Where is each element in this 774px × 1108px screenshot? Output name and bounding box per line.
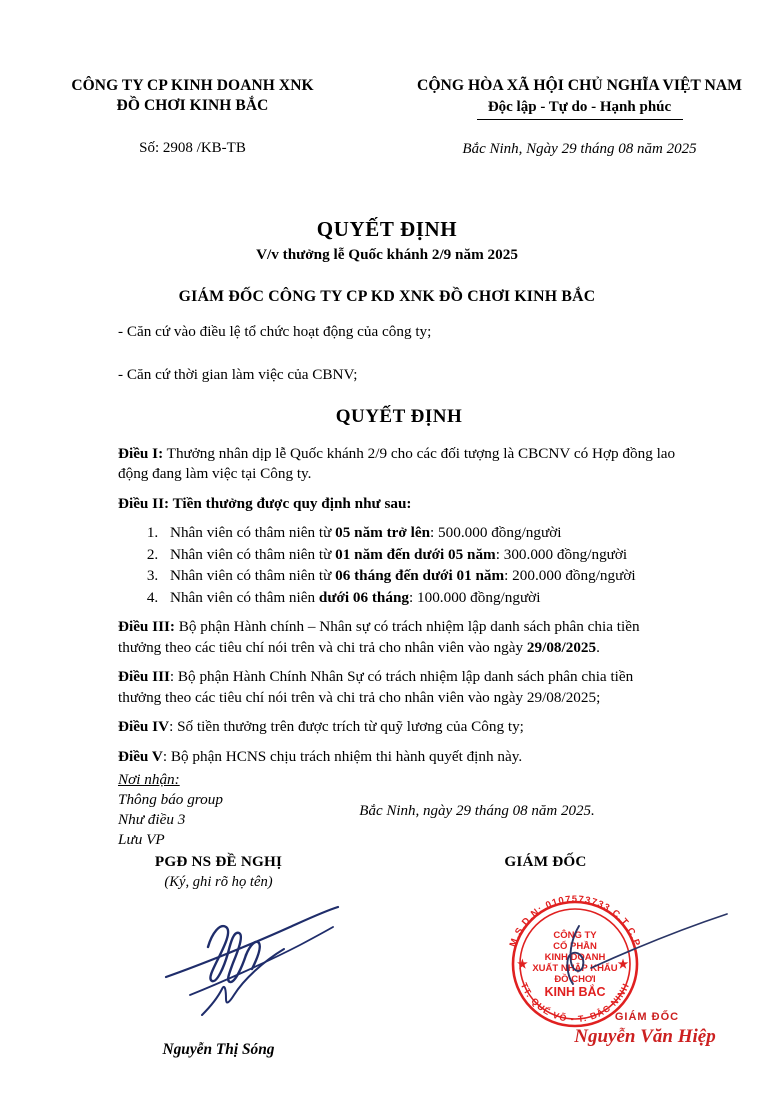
svg-text:CỔ PHẦN: CỔ PHẦN xyxy=(553,941,597,952)
svg-text:TT. QUẾ VÕ - T. BẮC NINH: TT. QUẾ VÕ - T. BẮC NINH xyxy=(518,981,632,1025)
list-item xyxy=(162,523,680,544)
document-header xyxy=(0,76,774,159)
signature-right-title: GIÁM ĐỐC xyxy=(504,853,587,870)
company-stamp xyxy=(495,880,730,1055)
header-place-date: Bắc Ninh, Ngày 29 tháng 08 năm 2025 xyxy=(462,141,697,157)
item-post: : 500.000 đồng/người xyxy=(430,524,562,541)
director-signature-name: Nguyễn Văn Hiệp xyxy=(574,1026,716,1047)
item-pre: Nhân viên có thâm niên từ xyxy=(170,545,336,563)
motto-divider xyxy=(477,119,683,120)
recipients-heading: Nơi nhận: xyxy=(118,771,180,788)
header-right-block xyxy=(385,76,774,159)
list-item xyxy=(162,588,680,609)
article-3a-label: Điều III: xyxy=(118,618,175,635)
article-5 xyxy=(118,747,680,768)
recipient-item: Như điều 3 xyxy=(118,811,186,828)
article-3b-text: : Bộ phận Hành Chính Nhân Sự có trách nhiệm lập danh sách phân chia tiền thưởng theo các tiêu chí nói trên và chi trả cho nhân viên vào ngày 29/08/2025; xyxy=(118,668,634,706)
article-5-text: : Bộ phận HCNS chịu trách nhiệm thi hành quyết định này. xyxy=(162,747,523,765)
document-body xyxy=(118,322,680,850)
list-item xyxy=(162,545,680,566)
recipient-item: Lưu VP xyxy=(118,831,165,848)
svg-text:XUẤT NHẬP KHẨU: XUẤT NHẬP KHẨU xyxy=(532,963,618,974)
article-5-label: Điều V xyxy=(118,747,163,765)
article-2-list xyxy=(118,523,680,608)
article-4-text: : Số tiền thưởng trên được trích từ quỹ lương của Công ty; xyxy=(169,718,524,735)
national-motto: Độc lập - Tự do - Hạnh phúc xyxy=(487,99,672,115)
company-name-line1: CÔNG TY CP KINH DOANH XNK xyxy=(71,77,314,94)
signature-left-column xyxy=(0,853,387,891)
article-3a-date: 29/08/2025 xyxy=(526,638,597,656)
article-3b-label: Điều III xyxy=(118,668,170,685)
article-1-text: Thưởng nhân dịp lễ Quốc khánh 2/9 cho các đối tượng là CBCNV có Hợp đồng lao động đang làm việc tại Công ty. xyxy=(118,444,676,482)
item-pre: Nhân viên có thâm niên xyxy=(170,588,319,606)
company-name-line2: ĐỒ CHƠI KINH BẮC xyxy=(116,97,269,114)
item-bold: dưới 06 tháng xyxy=(318,588,409,606)
svg-text:★: ★ xyxy=(617,957,629,971)
article-4-label: Điều IV xyxy=(118,718,170,735)
article-1 xyxy=(118,444,680,485)
article-3a-text: Bộ phận Hành chính – Nhân sự có trách nhiệm lập danh sách phân chia tiền thưởng theo các tiêu chí nói trên và chi trả cho nhân viên vào ngày xyxy=(118,618,640,656)
document-number: Số: 2908 /KB-TB xyxy=(139,140,246,156)
item-pre: Nhân viên có thâm niên từ xyxy=(170,524,336,541)
national-title: CỘNG HÒA XÃ HỘI CHỦ NGHĨA VIỆT NAM xyxy=(417,77,742,94)
stamp-circle xyxy=(508,894,643,1026)
item-post: : 100.000 đồng/người xyxy=(409,588,541,606)
article-4 xyxy=(118,717,680,738)
svg-text:ĐỒ CHƠI: ĐỒ CHƠI xyxy=(554,974,596,985)
article-3a-tail: . xyxy=(596,638,600,656)
issuing-authority: GIÁM ĐỐC CÔNG TY CP KD XNK ĐỒ CHƠI KINH BẮC xyxy=(178,288,596,305)
basis-line-1: - Căn cứ vào điều lệ tổ chức hoạt động của công ty; xyxy=(118,323,432,340)
svg-text:M.S.D.N: 0107573733 C.T C.P: M.S.D.N: 0107573733 C.T C.P xyxy=(507,893,643,949)
decide-heading: QUYẾT ĐỊNH xyxy=(335,406,463,427)
signature-left-name: Nguyễn Thị Sóng xyxy=(162,1041,275,1058)
item-bold: 01 năm đến dưới 05 năm xyxy=(335,545,496,563)
svg-text:KINH BẮC: KINH BẮC xyxy=(544,985,606,999)
signature-left-note: (Ký, ghi rõ họ tên) xyxy=(164,874,273,890)
svg-text:CÔNG TY: CÔNG TY xyxy=(553,930,597,941)
recipient-item: Thông báo group xyxy=(118,791,223,808)
article-3b xyxy=(118,667,680,708)
svg-text:KINH DOANH: KINH DOANH xyxy=(544,952,606,963)
item-bold: 05 năm trở lên xyxy=(335,524,431,541)
basis-line-2: - Căn cứ thời gian làm việc của CBNV; xyxy=(118,365,358,383)
page-title: QUYẾT ĐỊNH xyxy=(316,217,458,241)
signature-left-title: PGĐ NS ĐỀ NGHỊ xyxy=(154,853,283,870)
header-left-block xyxy=(0,76,385,159)
item-bold: 06 tháng đến dưới 01 năm xyxy=(335,567,505,584)
article-2-heading xyxy=(118,494,680,515)
title-block xyxy=(0,216,774,308)
item-post: : 200.000 đồng/người xyxy=(504,567,636,584)
stamp-role-label: GIÁM ĐỐC xyxy=(614,1011,680,1023)
article-2-label: Điều II: Tiền thưởng được quy định như sau: xyxy=(118,494,412,512)
item-post: : 300.000 đồng/người xyxy=(495,545,628,563)
title-subject: V/v thưởng lễ Quốc khánh 2/9 năm 2025 xyxy=(256,246,518,263)
svg-text:★: ★ xyxy=(517,957,528,971)
list-item xyxy=(162,566,680,587)
handwritten-signature-left xyxy=(160,905,390,1040)
article-1-label: Điều I: xyxy=(118,444,164,462)
item-pre: Nhân viên có thâm niên từ xyxy=(170,567,336,584)
signature-date: Bắc Ninh, ngày 29 tháng 08 năm 2025. xyxy=(359,803,595,819)
article-3a xyxy=(118,617,680,658)
